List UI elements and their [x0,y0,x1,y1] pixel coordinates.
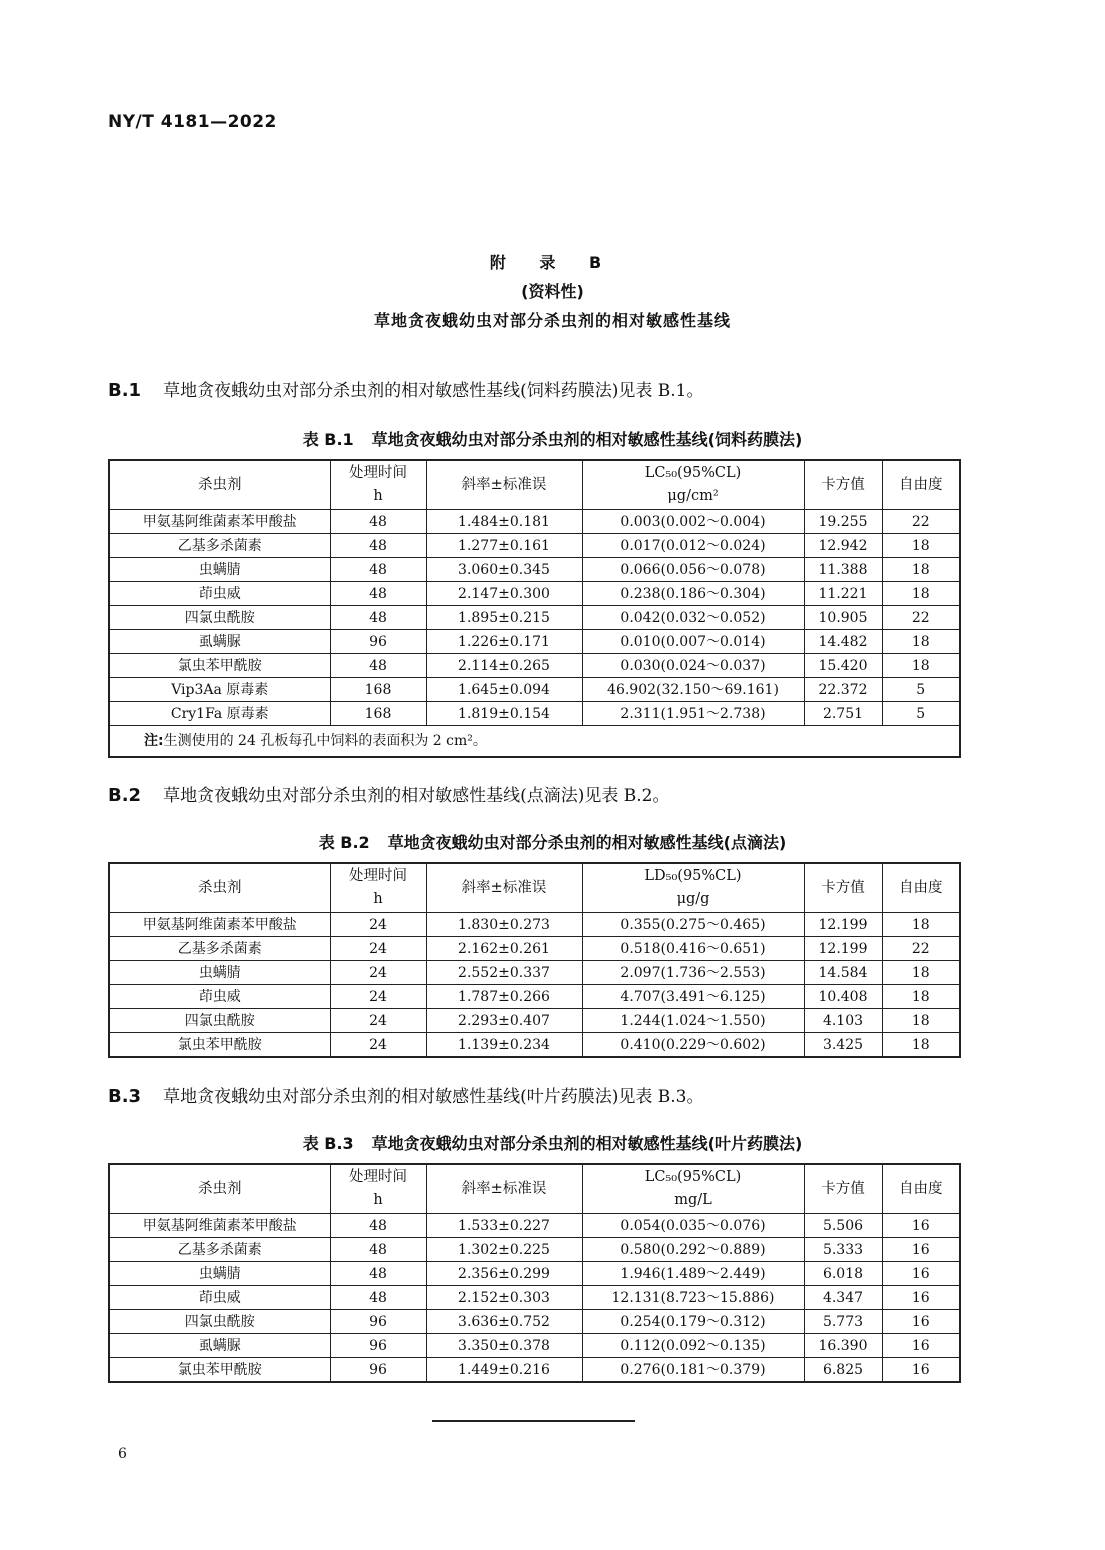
header-slope: 斜率±标准误 [426,1164,582,1214]
table-b3-caption [0,1131,1105,1154]
cell-insecticide: 乙基多杀菌素 [109,937,330,961]
cell-degrees-freedom: 16 [882,1310,960,1334]
cell-slope: 2.162±0.261 [426,937,582,961]
cell-time: 24 [330,937,426,961]
cell-degrees-freedom: 18 [882,1009,960,1033]
cell-time: 24 [330,1009,426,1033]
cell-slope: 1.449±0.216 [426,1358,582,1383]
table-row [109,961,960,985]
cell-degrees-freedom: 22 [882,510,960,534]
cell-insecticide: 茚虫威 [109,985,330,1009]
cell-time: 48 [330,654,426,678]
section-b3-line [108,1082,703,1107]
cell-degrees-freedom: 18 [882,630,960,654]
cell-dose: 0.518(0.416～0.651) [582,937,804,961]
cell-degrees-freedom: 16 [882,1262,960,1286]
cell-chi-square: 5.773 [804,1310,882,1334]
cell-insecticide: 虫螨腈 [109,558,330,582]
cell-chi-square: 11.388 [804,558,882,582]
cell-slope: 1.645±0.094 [426,678,582,702]
cell-chi-square: 4.347 [804,1286,882,1310]
table-row [109,558,960,582]
cell-degrees-freedom: 5 [882,678,960,702]
cell-chi-square: 14.482 [804,630,882,654]
annex-type: (资料性) [521,282,584,301]
cell-chi-square: 6.018 [804,1262,882,1286]
document-code: NY/T 4181—2022 [108,112,277,132]
cell-insecticide: 甲氨基阿维菌素苯甲酸盐 [109,1214,330,1238]
cell-dose: 4.707(3.491～6.125) [582,985,804,1009]
cell-time: 168 [330,702,426,726]
table-note-row [109,726,960,758]
cell-insecticide: 四氯虫酰胺 [109,606,330,630]
header-slope: 斜率±标准误 [426,863,582,913]
cell-slope: 1.819±0.154 [426,702,582,726]
cell-degrees-freedom: 18 [882,1033,960,1058]
header-degrees-freedom: 自由度 [882,460,960,510]
header-chi-square: 卡方值 [804,1164,882,1214]
section-number: B.1 [108,380,142,401]
cell-chi-square: 11.221 [804,582,882,606]
cell-time: 48 [330,1286,426,1310]
cell-time: 24 [330,961,426,985]
cell-dose: 0.030(0.024～0.037) [582,654,804,678]
cell-time: 48 [330,1262,426,1286]
cell-time: 48 [330,558,426,582]
cell-chi-square: 15.420 [804,654,882,678]
table-b1-caption [0,427,1105,450]
table-row [109,1358,960,1383]
table-header-row [109,1164,960,1214]
table-row [109,937,960,961]
cell-dose: 0.238(0.186～0.304) [582,582,804,606]
cell-slope: 1.139±0.234 [426,1033,582,1058]
cell-dose: 0.410(0.229～0.602) [582,1033,804,1058]
table-row [109,678,960,702]
cell-dose: 0.066(0.056～0.078) [582,558,804,582]
cell-slope: 2.114±0.265 [426,654,582,678]
cell-chi-square: 4.103 [804,1009,882,1033]
cell-slope: 3.350±0.378 [426,1334,582,1358]
cell-slope: 1.533±0.227 [426,1214,582,1238]
cell-insecticide: 甲氨基阿维菌素苯甲酸盐 [109,913,330,937]
header-degrees-freedom: 自由度 [882,1164,960,1214]
cell-insecticide: Cry1Fa 原毒素 [109,702,330,726]
cell-insecticide: 氯虫苯甲酰胺 [109,1358,330,1383]
cell-insecticide: 乙基多杀菌素 [109,534,330,558]
cell-slope: 2.356±0.299 [426,1262,582,1286]
header-degrees-freedom: 自由度 [882,863,960,913]
table-b1 [108,459,961,758]
cell-degrees-freedom: 16 [882,1286,960,1310]
cell-degrees-freedom: 16 [882,1238,960,1262]
cell-chi-square: 12.199 [804,913,882,937]
cell-degrees-freedom: 18 [882,534,960,558]
cell-insecticide: 四氯虫酰胺 [109,1310,330,1334]
table-row [109,606,960,630]
cell-degrees-freedom: 18 [882,558,960,582]
cell-time: 48 [330,510,426,534]
caption-number: 表 B.2 [318,833,370,852]
cell-slope: 2.293±0.407 [426,1009,582,1033]
cell-degrees-freedom: 18 [882,582,960,606]
cell-time: 48 [330,1214,426,1238]
cell-dose: 0.010(0.007～0.014) [582,630,804,654]
cell-chi-square: 10.408 [804,985,882,1009]
section-number: B.2 [108,785,142,806]
cell-dose: 0.054(0.035～0.076) [582,1214,804,1238]
cell-time: 168 [330,678,426,702]
section-b1-line [108,376,703,401]
cell-dose: 1.244(1.024～1.550) [582,1009,804,1033]
cell-time: 96 [330,1310,426,1334]
section-text: 草地贪夜蛾幼虫对部分杀虫剂的相对敏感性基线(叶片药膜法)见表 B.3。 [163,1087,704,1107]
cell-slope: 1.895±0.215 [426,606,582,630]
cell-chi-square: 16.390 [804,1334,882,1358]
table-row [109,1214,960,1238]
header-chi-square: 卡方值 [804,460,882,510]
cell-chi-square: 3.425 [804,1033,882,1058]
table-row [109,985,960,1009]
cell-dose: 0.112(0.092～0.135) [582,1334,804,1358]
cell-degrees-freedom: 16 [882,1214,960,1238]
cell-slope: 1.277±0.161 [426,534,582,558]
cell-slope: 1.226±0.171 [426,630,582,654]
cell-insecticide: 茚虫威 [109,1286,330,1310]
cell-degrees-freedom: 16 [882,1358,960,1383]
table-row [109,1286,960,1310]
header-insecticide: 杀虫剂 [109,863,330,913]
cell-slope: 2.147±0.300 [426,582,582,606]
cell-chi-square: 5.506 [804,1214,882,1238]
cell-chi-square: 12.199 [804,937,882,961]
cell-time: 96 [330,630,426,654]
cell-chi-square: 6.825 [804,1358,882,1383]
header-chi-square: 卡方值 [804,863,882,913]
table-b3 [108,1163,961,1383]
cell-dose: 0.017(0.012～0.024) [582,534,804,558]
cell-chi-square: 22.372 [804,678,882,702]
cell-time: 48 [330,582,426,606]
cell-time: 96 [330,1334,426,1358]
section-b2-line [108,781,669,806]
cell-dose: 46.902(32.150～69.161) [582,678,804,702]
cell-insecticide: 氯虫苯甲酰胺 [109,654,330,678]
table-row [109,1009,960,1033]
cell-chi-square: 19.255 [804,510,882,534]
table-row [109,1310,960,1334]
cell-time: 24 [330,1033,426,1058]
table-header-row [109,863,960,913]
section-text: 草地贪夜蛾幼虫对部分杀虫剂的相对敏感性基线(点滴法)见表 B.2。 [163,786,670,806]
cell-chi-square: 2.751 [804,702,882,726]
cell-dose: 2.311(1.951～2.738) [582,702,804,726]
cell-insecticide: 氯虫苯甲酰胺 [109,1033,330,1058]
header-slope: 斜率±标准误 [426,460,582,510]
cell-slope: 2.552±0.337 [426,961,582,985]
table-row [109,1238,960,1262]
cell-slope: 3.060±0.345 [426,558,582,582]
cell-slope: 1.830±0.273 [426,913,582,937]
header-insecticide: 杀虫剂 [109,1164,330,1214]
page-number: 6 [118,1446,127,1462]
cell-dose: 0.580(0.292～0.889) [582,1238,804,1262]
header-time: 处理时间 h [330,863,426,913]
header-dose: LC₅₀(95%CL) μg/cm² [582,460,804,510]
cell-time: 48 [330,606,426,630]
section-number: B.3 [108,1086,142,1107]
caption-text: 草地贪夜蛾幼虫对部分杀虫剂的相对敏感性基线(叶片药膜法) [371,1134,803,1153]
caption-text: 草地贪夜蛾幼虫对部分杀虫剂的相对敏感性基线(点滴法) [387,833,787,852]
cell-degrees-freedom: 5 [882,702,960,726]
table-row [109,510,960,534]
cell-time: 24 [330,913,426,937]
cell-slope: 1.302±0.225 [426,1238,582,1262]
table-row [109,1262,960,1286]
section-text: 草地贪夜蛾幼虫对部分杀虫剂的相对敏感性基线(饲料药膜法)见表 B.1。 [163,381,704,401]
cell-slope: 2.152±0.303 [426,1286,582,1310]
table-row [109,913,960,937]
cell-degrees-freedom: 18 [882,985,960,1009]
header-time: 处理时间 h [330,460,426,510]
cell-chi-square: 12.942 [804,534,882,558]
cell-dose: 0.355(0.275～0.465) [582,913,804,937]
annex-name: 草地贪夜蛾幼虫对部分杀虫剂的相对敏感性基线 [373,311,731,330]
cell-dose: 12.131(8.723～15.886) [582,1286,804,1310]
table-row [109,1033,960,1058]
cell-insecticide: 茚虫威 [109,582,330,606]
cell-insecticide: 四氯虫酰胺 [109,1009,330,1033]
cell-degrees-freedom: 18 [882,961,960,985]
cell-degrees-freedom: 22 [882,937,960,961]
table-row [109,630,960,654]
cell-insecticide: Vip3Aa 原毒素 [109,678,330,702]
footer-rule [432,1420,635,1422]
table-b2 [108,862,961,1058]
cell-slope: 1.787±0.266 [426,985,582,1009]
cell-insecticide: 虱螨脲 [109,1334,330,1358]
cell-degrees-freedom: 18 [882,913,960,937]
cell-time: 96 [330,1358,426,1383]
header-insecticide: 杀虫剂 [109,460,330,510]
caption-number: 表 B.3 [302,1134,354,1153]
cell-insecticide: 乙基多杀菌素 [109,1238,330,1262]
table-note: 注:生测使用的 24 孔板每孔中饲料的表面积为 2 cm²。 [109,726,960,758]
table-row [109,654,960,678]
cell-dose: 2.097(1.736～2.553) [582,961,804,985]
cell-degrees-freedom: 18 [882,654,960,678]
cell-dose: 0.276(0.181～0.379) [582,1358,804,1383]
header-dose: LC₅₀(95%CL) mg/L [582,1164,804,1214]
caption-text: 草地贪夜蛾幼虫对部分杀虫剂的相对敏感性基线(饲料药膜法) [371,430,803,449]
cell-slope: 1.484±0.181 [426,510,582,534]
cell-slope: 3.636±0.752 [426,1310,582,1334]
cell-dose: 1.946(1.489～2.449) [582,1262,804,1286]
cell-insecticide: 甲氨基阿维菌素苯甲酸盐 [109,510,330,534]
cell-insecticide: 虫螨腈 [109,1262,330,1286]
table-row [109,582,960,606]
cell-dose: 0.042(0.032～0.052) [582,606,804,630]
table-header-row [109,460,960,510]
cell-time: 24 [330,985,426,1009]
cell-chi-square: 14.584 [804,961,882,985]
caption-number: 表 B.1 [302,430,354,449]
cell-chi-square: 10.905 [804,606,882,630]
table-row [109,1334,960,1358]
header-dose: LD₅₀(95%CL) μg/g [582,863,804,913]
header-time: 处理时间 h [330,1164,426,1214]
table-row [109,702,960,726]
cell-dose: 0.003(0.002～0.004) [582,510,804,534]
cell-insecticide: 虫螨腈 [109,961,330,985]
table-row [109,534,960,558]
cell-degrees-freedom: 22 [882,606,960,630]
cell-time: 48 [330,534,426,558]
cell-degrees-freedom: 16 [882,1334,960,1358]
cell-chi-square: 5.333 [804,1238,882,1262]
table-b2-caption [0,830,1105,853]
cell-insecticide: 虱螨脲 [109,630,330,654]
annex-title: 附 录 B [489,253,616,272]
cell-dose: 0.254(0.179～0.312) [582,1310,804,1334]
cell-time: 48 [330,1238,426,1262]
